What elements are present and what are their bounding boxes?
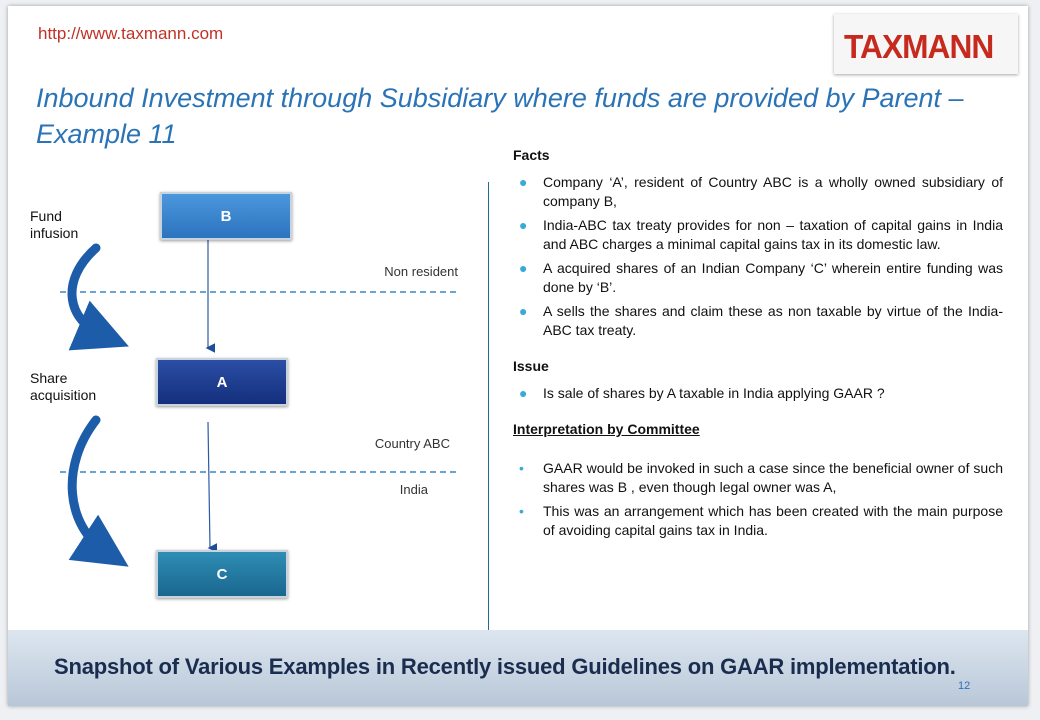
- entity-a-box: [156, 358, 288, 406]
- logo-text: TAXMANN: [844, 28, 994, 65]
- taxmann-logo: [834, 14, 1018, 74]
- issue-heading: Issue: [513, 358, 549, 374]
- facts-item: ● Company ‘A’, resident of Country ABC is a wholly owned subsidiary of company B,: [519, 174, 1003, 209]
- footer-banner: [8, 630, 1028, 706]
- divider-line: [488, 182, 489, 634]
- entity-b-label: B: [220, 207, 232, 225]
- facts-heading: Facts: [513, 147, 550, 163]
- india-label: India: [372, 480, 432, 499]
- case-text: [513, 146, 1003, 545]
- non-resident-label: Non resident: [344, 262, 462, 281]
- bullet-icon: ●: [519, 260, 528, 276]
- bullet-icon: ●: [519, 385, 528, 401]
- entity-b-box: [160, 192, 292, 240]
- facts-item: ● India-ABC tax treaty provides for non – taxation of capital gains in India and ABC charges a minimal capital gains tax in its domestic law.: [519, 217, 1003, 252]
- arrow-a-to-c: [208, 422, 210, 548]
- share-acquisition-arrow: [72, 420, 106, 552]
- bullet-icon: ●: [519, 174, 528, 190]
- fund-infusion-label: Fund infusion: [30, 208, 79, 241]
- page-number: 12: [958, 680, 971, 692]
- interpretation-heading: Interpretation by Committee: [513, 421, 700, 437]
- slide-title: Inbound Investment through Subsidiary where funds are provided by Parent – Example 11: [36, 83, 964, 149]
- website-url[interactable]: http://www.taxmann.com: [38, 24, 224, 43]
- slide: [8, 6, 1028, 706]
- interpretation-item: • GAAR would be invoked in such a case since the beneficial owner of such shares was B , even though legal owner was A,: [519, 460, 1003, 495]
- entity-a-label: A: [216, 373, 228, 391]
- bullet-icon: •: [519, 460, 524, 476]
- interpretation-item: • This was an arrangement which has been created with the main purpose of avoiding capital gains tax in India.: [519, 503, 1003, 538]
- bullet-icon: •: [519, 503, 524, 519]
- share-acquisition-label: Share acquisition: [30, 370, 97, 403]
- facts-item: ● A acquired shares of an Indian Company ‘C’ wherein entire funding was done by ‘B’.: [519, 260, 1003, 295]
- bullet-icon: ●: [519, 303, 528, 319]
- fund-infusion-arrow: [72, 248, 104, 336]
- bullet-icon: ●: [519, 217, 528, 233]
- issue-item: ● Is sale of shares by A taxable in India applying GAAR ?: [519, 385, 885, 401]
- country-abc-label: Country ABC: [314, 434, 454, 453]
- facts-item: ● A sells the shares and claim these as non taxable by virtue of the India- ABC tax treaty.: [519, 303, 1003, 338]
- entity-c-box: [156, 550, 288, 598]
- entity-c-label: C: [216, 565, 228, 583]
- banner-text: Snapshot of Various Examples in Recently issued Guidelines on GAAR implementation.: [54, 654, 956, 679]
